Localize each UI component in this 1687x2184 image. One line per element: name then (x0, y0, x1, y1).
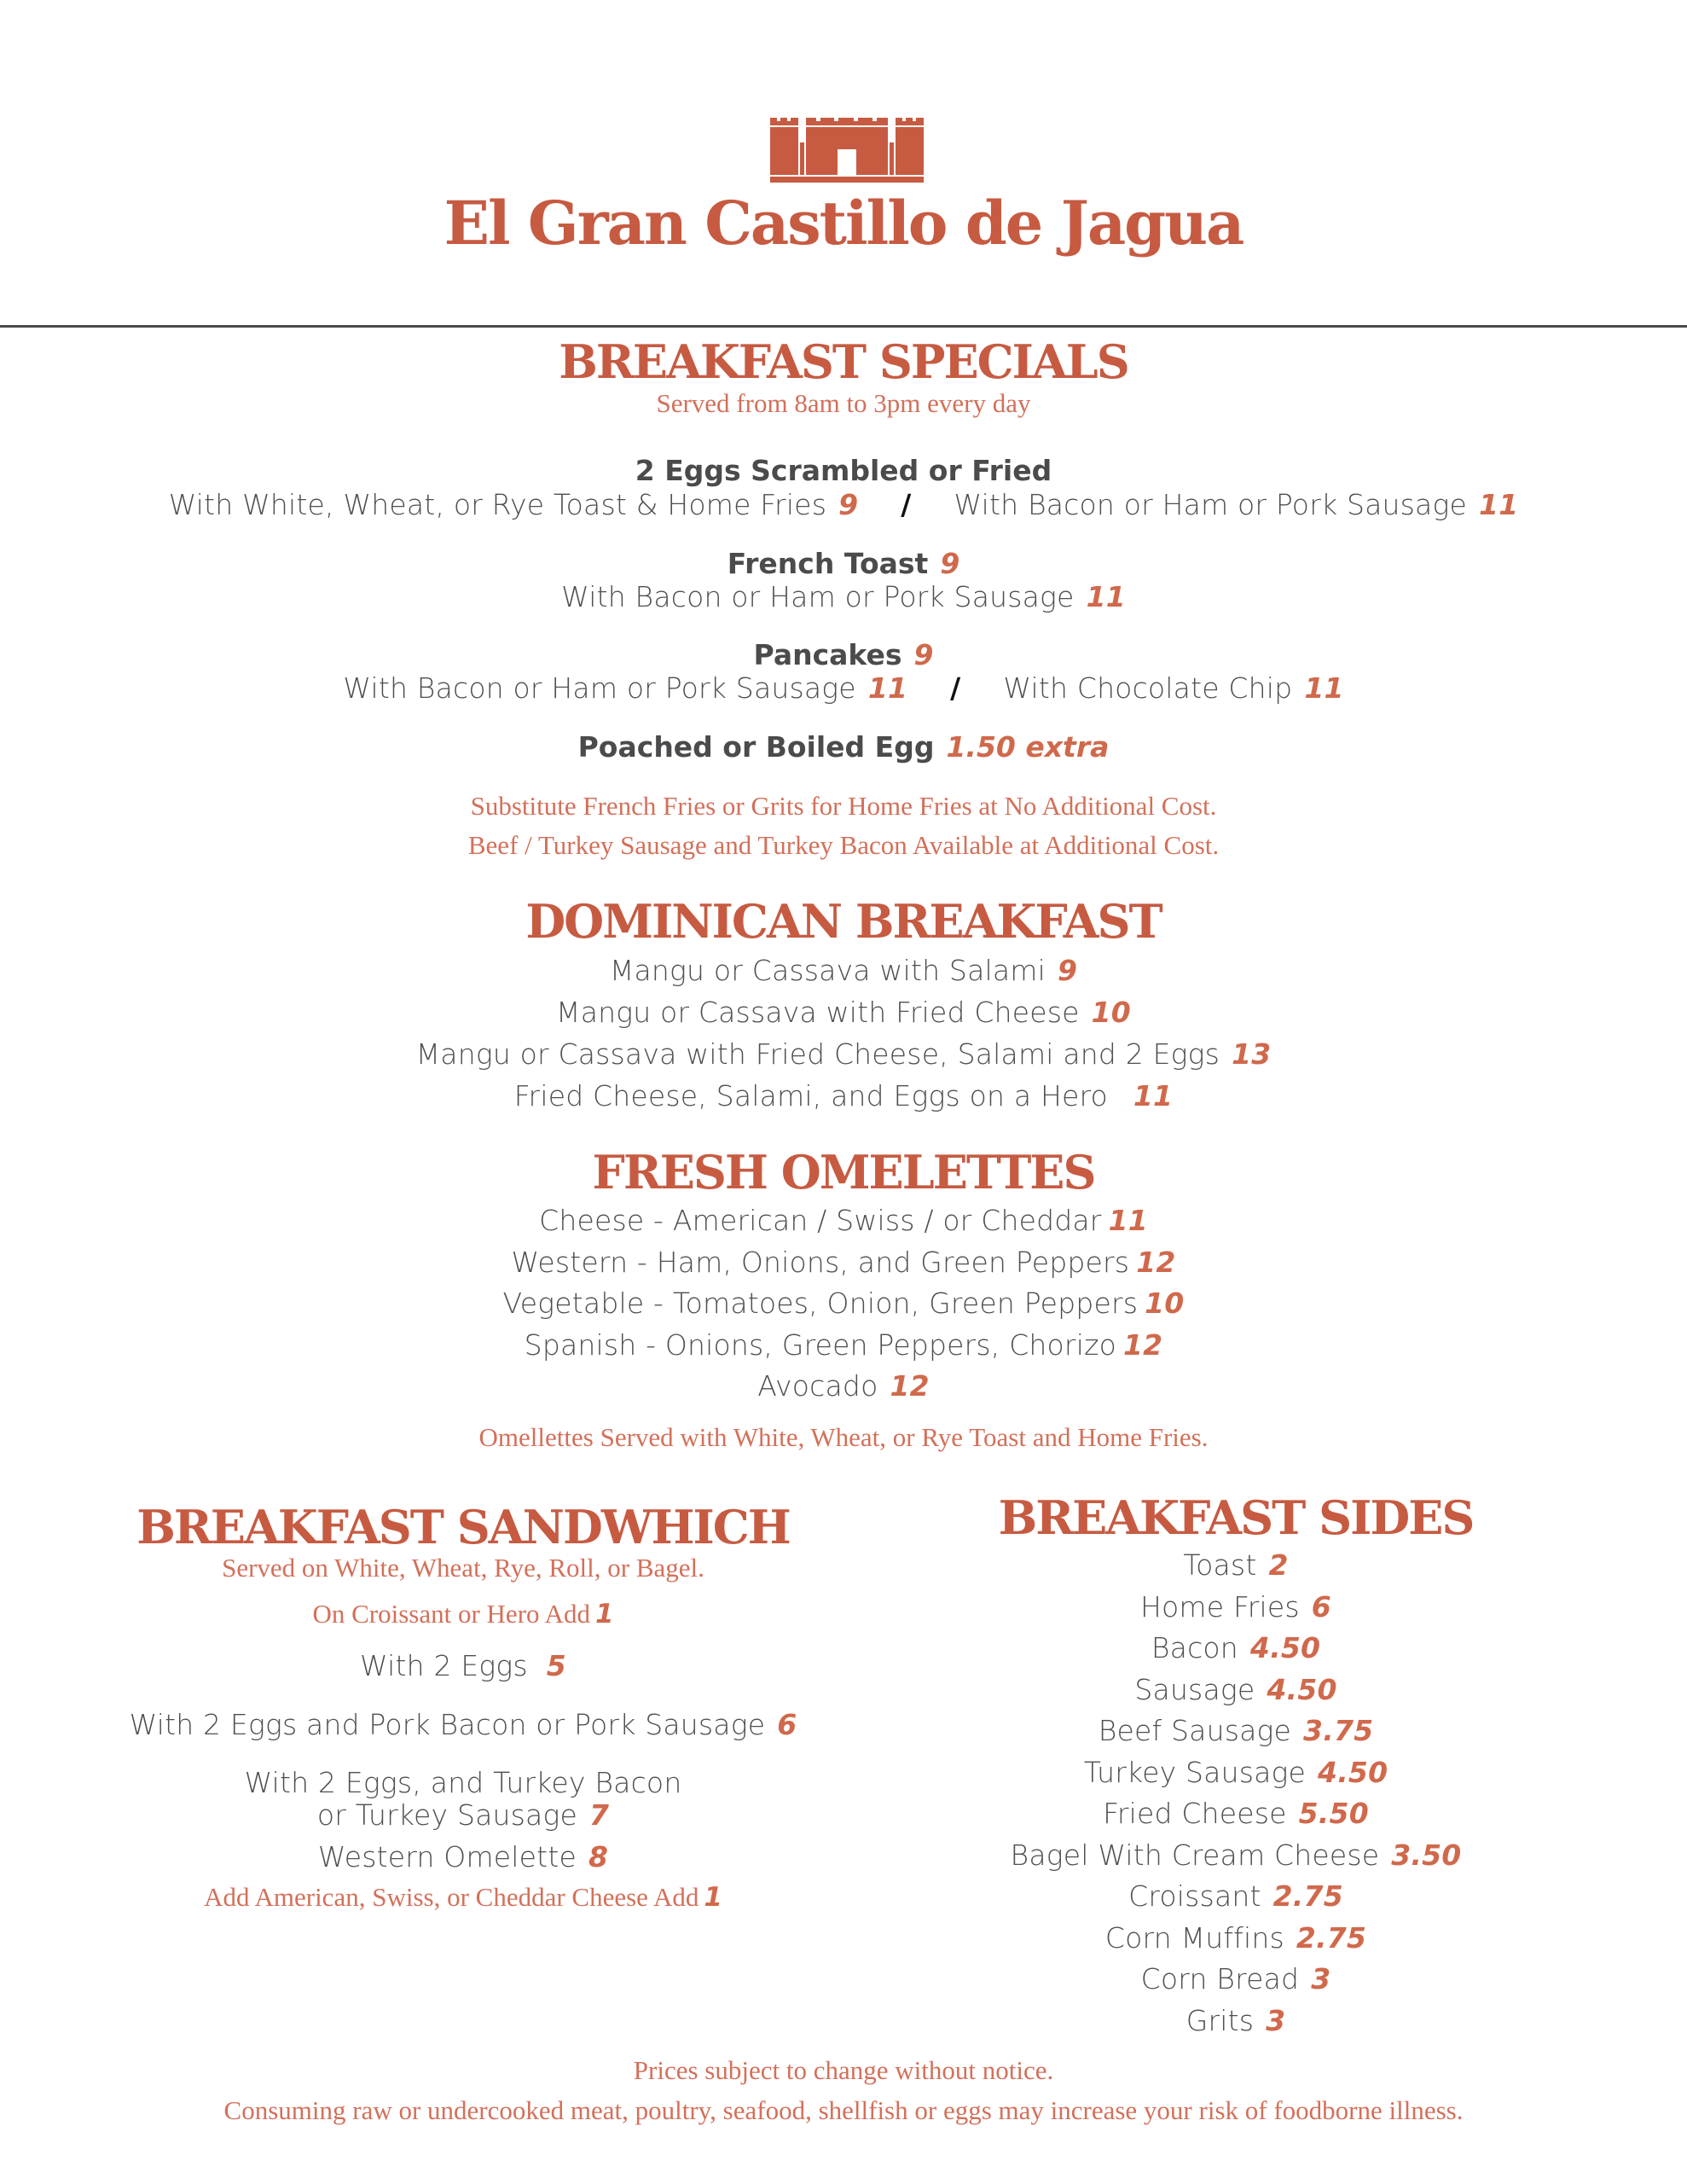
menu-item (757, 1369, 930, 1403)
item-name: Spanish - Onions, Green Peppers, Chorizo (524, 1328, 1116, 1362)
menu-item (130, 1708, 797, 1742)
price: 1 (704, 1882, 722, 1913)
menu-item (610, 954, 1077, 988)
item-name: Pancakes (753, 638, 902, 671)
item-name: Corn Muffins (1104, 1921, 1284, 1955)
cheese-note (204, 1881, 722, 1914)
separator: / (901, 488, 912, 521)
price: 4.50 (1249, 1631, 1321, 1664)
price: 11 (1133, 1079, 1174, 1112)
option-label: With Bacon or Ham or Pork Sausage (954, 488, 1467, 521)
menu-item-options (561, 580, 1126, 614)
item-name: Turkey Sausage (1083, 1756, 1307, 1789)
header-divider (0, 325, 1687, 328)
price: 11 (1304, 671, 1344, 705)
item-name: Poached or Boiled Egg (577, 730, 935, 764)
item-name: Western - Ham, Onions, and Green Peppers (511, 1246, 1130, 1279)
option-label: With Chocolate Chip (1003, 671, 1293, 705)
menu-item (318, 1840, 608, 1874)
menu-item (511, 1246, 1175, 1280)
item-name: French Toast (727, 547, 929, 580)
menu-item-title (728, 547, 960, 581)
price: 10 (1145, 1287, 1185, 1320)
breakfast-specials-subtitle: Served from 8am to 3pm every day (656, 388, 1031, 418)
separator: / (950, 671, 961, 705)
price: 12 (1136, 1246, 1176, 1279)
side-item (1140, 1590, 1331, 1624)
omelettes-note: Omellettes Served with White, Wheat, or Rye Toast and Home Fries. (478, 1422, 1209, 1452)
price: 11 (1108, 1204, 1148, 1237)
price: 7 (588, 1798, 610, 1832)
price: 8 (588, 1840, 609, 1873)
item-name: Bacon (1151, 1631, 1238, 1664)
item-name: Western Omelette (317, 1840, 577, 1873)
price: 5.50 (1298, 1797, 1369, 1830)
menu-item-options (169, 488, 1519, 522)
menu-item-title (754, 638, 934, 672)
side-item (1151, 1631, 1320, 1665)
section-title-breakfast-sides: BREAKFAST SIDES (998, 1490, 1474, 1545)
price: 1.50 extra (946, 730, 1110, 764)
side-item (1011, 1838, 1462, 1873)
menu-item (514, 1079, 1173, 1113)
price: 4.50 (1267, 1673, 1337, 1706)
note-label: Add American, Swiss, or Cheddar Cheese Add (204, 1882, 699, 1912)
option-label: With Bacon or Ham or Pork Sausage (343, 671, 856, 705)
side-item (1103, 1797, 1369, 1831)
option-label: With Bacon or Ham or Pork Sausage (561, 580, 1075, 613)
price: 3 (1266, 2004, 1286, 2037)
menu-item-title (578, 730, 1110, 764)
price: 10 (1091, 996, 1131, 1029)
item-name: With 2 Eggs and Pork Bacon or Pork Sausage (129, 1708, 766, 1741)
specials-note: Beef / Turkey Sausage and Turkey Bacon Available at Additional Cost. (467, 830, 1220, 860)
footer-price-notice: Prices subject to change without notice. (633, 2055, 1054, 2085)
castle-icon (770, 118, 924, 183)
menu-item (503, 1287, 1185, 1321)
menu-item-title: 2 Eggs Scrambled or Fried (635, 454, 1052, 487)
price: 13 (1232, 1037, 1272, 1071)
section-title-dominican-breakfast: DOMINICAN BREAKFAST (525, 894, 1162, 949)
menu-item (360, 1649, 566, 1683)
item-name: With 2 Eggs (360, 1649, 528, 1682)
price: 5 (546, 1649, 566, 1682)
side-item (1183, 1548, 1288, 1583)
price: 12 (1123, 1328, 1163, 1362)
price: 12 (890, 1369, 930, 1403)
price: 9 (1057, 954, 1078, 987)
menu-item (525, 1328, 1163, 1362)
item-name: Croissant (1128, 1879, 1261, 1913)
price: 4.50 (1318, 1756, 1388, 1789)
price: 6 (1311, 1590, 1331, 1623)
item-name: Mangu or Cassava with Fried Cheese, Salami and 2 Eggs (415, 1037, 1220, 1071)
menu-item (317, 1798, 609, 1833)
croissant-note (312, 1598, 613, 1630)
side-item (1186, 2004, 1286, 2038)
price: 2 (1268, 1548, 1289, 1582)
side-item (1141, 1962, 1331, 1996)
price: 2.75 (1296, 1921, 1367, 1955)
side-item (1105, 1921, 1366, 1955)
menu-item (556, 996, 1131, 1030)
price: 9 (913, 638, 934, 671)
menu-item (539, 1204, 1148, 1238)
side-item (1128, 1879, 1343, 1914)
menu-item (416, 1037, 1272, 1072)
price: 3.75 (1303, 1714, 1374, 1747)
footer-health-warning: Consuming raw or undercooked meat, poultry, seafood, shellfish or eggs may increase your risk of foodborne illness. (223, 2095, 1464, 2125)
section-title-breakfast-sandwich: BREAKFAST SANDWHICH (136, 1500, 790, 1554)
item-name: Fried Cheese, Salami, and Eggs on a Hero (513, 1079, 1108, 1112)
price: 11 (1478, 488, 1519, 521)
item-name: Sausage (1134, 1673, 1255, 1706)
note-label: On Croissant or Hero Add (312, 1599, 590, 1629)
item-name: Grits (1186, 2004, 1255, 2037)
item-name: Corn Bread (1140, 1962, 1300, 1995)
sandwich-subtitle: Served on White, Wheat, Rye, Roll, or Bagel. (222, 1553, 704, 1583)
price: 11 (867, 671, 908, 705)
restaurant-name: El Gran Castillo de Jagua (443, 188, 1244, 258)
option-label: With White, Wheat, or Rye Toast & Home Fries (168, 488, 827, 521)
price: 9 (940, 547, 960, 580)
item-name: Mangu or Cassava with Fried Cheese (556, 996, 1080, 1029)
item-name: Bagel With Cream Cheese (1010, 1838, 1380, 1872)
item-name: Toast (1183, 1548, 1257, 1582)
price: 1 (594, 1599, 614, 1629)
side-item (1134, 1673, 1336, 1707)
item-name: Beef Sausage (1098, 1714, 1292, 1747)
section-title-fresh-omelettes: FRESH OMELETTES (592, 1145, 1095, 1199)
item-name: Vegetable - Tomatoes, Onion, Green Peppers (502, 1287, 1139, 1320)
item-name: Cheese - American / Swiss / or Cheddar (539, 1204, 1102, 1237)
item-name: Mangu or Cassava with Salami (609, 954, 1046, 987)
menu-item: With 2 Eggs, and Turkey Bacon (244, 1766, 682, 1799)
item-name: Avocado (757, 1369, 878, 1403)
section-title-breakfast-specials: BREAKFAST SPECIALS (559, 334, 1128, 389)
menu-item-options (343, 671, 1343, 706)
price: 6 (777, 1708, 797, 1741)
price: 2.75 (1272, 1879, 1343, 1913)
item-name: Fried Cheese (1103, 1797, 1287, 1830)
price: 3.50 (1391, 1838, 1462, 1872)
price: 9 (838, 488, 859, 521)
item-name: Home Fries (1140, 1590, 1300, 1623)
side-item (1099, 1714, 1374, 1748)
price: 11 (1086, 580, 1126, 613)
side-item (1084, 1756, 1388, 1790)
specials-note: Substitute French Fries or Grits for Home Fries at No Additional Cost. (470, 791, 1217, 821)
item-name: or Turkey Sausage (316, 1798, 577, 1832)
price: 3 (1311, 1962, 1331, 1995)
